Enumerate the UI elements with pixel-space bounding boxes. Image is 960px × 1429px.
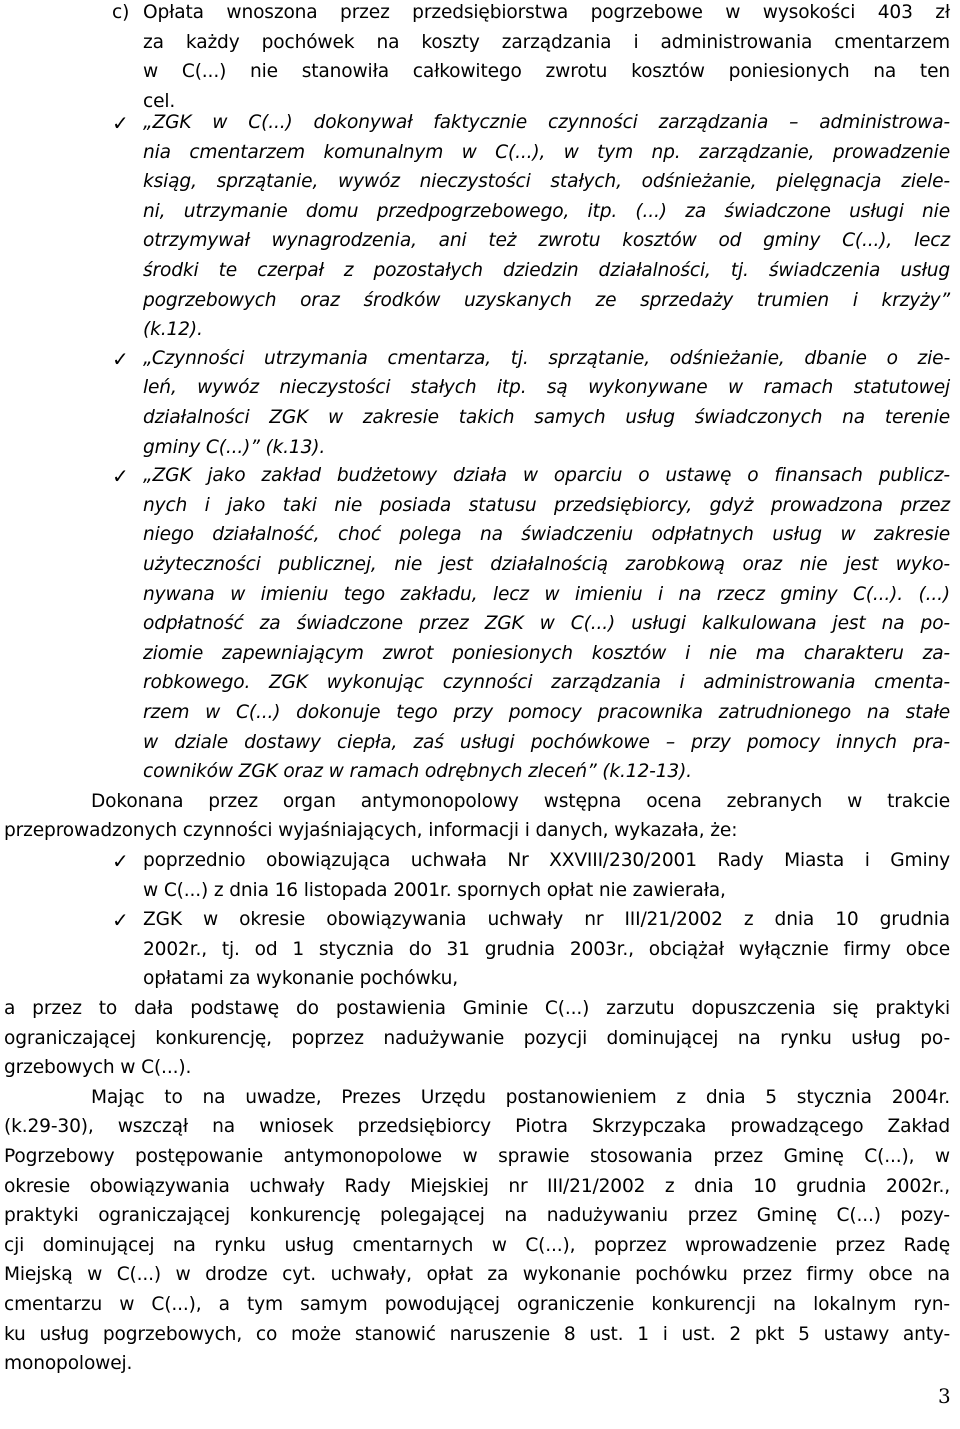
quote-line: nych i jako taki nie posiada statusu przedsiębiorcy, gdyż prowadzona przez (143, 494, 950, 516)
bullet-line: 2002r., tj. od 1 stycznia do 31 grudnia 2003r., obciążał wyłącznie firmy obce (143, 938, 950, 960)
quote-line: działalności ZGK w zakresie takich samych usług świadczonych na terenie (143, 407, 950, 428)
paragraph-line: cmentarzu w C(...), a tym samym powodującej ograniczenie konkurencji na lokalnym ryn- (4, 1294, 950, 1315)
quote-line: odpłatność za świadczone przez ZGK w C(...) usługi kalkulowana jest na po- (143, 613, 950, 635)
item-c-line: cel. (143, 90, 176, 112)
bullet-line: poprzednio obowiązująca uchwała Nr XXVIII/230/2001 Rady Miasta i Gminy (143, 850, 950, 871)
paragraph-line: okresie obowiązywania uchwały Rady Miejskiej nr III/21/2002 z dnia 10 grudnia 2002r., (4, 1175, 950, 1197)
page-number: 3 (938, 1384, 951, 1408)
paragraph-line: Dokonana przez organ antymonopolowy wstępna ocena zebranych w trakcie (91, 790, 950, 812)
checkmark-icon: ✓ (112, 849, 129, 873)
quote-line: „Czynności utrzymania cmentarza, tj. sprzątanie, odśnieżanie, dbanie o zie- (143, 347, 950, 369)
bullet-line: w C(...) z dnia 16 listopada 2001r. spornych opłat nie zawierała, (143, 879, 726, 901)
quote-line: użyteczności publicznej, nie jest działalnością zarobkową oraz nie jest wyko- (143, 554, 950, 575)
paragraph-line: grzebowych w C(...). (4, 1057, 192, 1079)
bullet-line: opłatami za wykonanie pochówku, (143, 968, 458, 990)
quote-line: robkowego. ZGK wykonując czynności zarządzania i administrowania cmenta- (143, 672, 950, 694)
quote-line: ksiąg, sprzątanie, wywóz nieczystości stałych, odśnieżanie, pielęgnacja ziele- (143, 171, 950, 193)
paragraph-line: (k.29-30), wszczął na wniosek przedsiębiorcy Piotra Skrzypczaka prowadzącego Zakład (4, 1116, 950, 1138)
quote-line: gminy C(...)” (k.13). (143, 436, 326, 458)
item-c-line: w C(...) nie stanowiła całkowitego zwrotu kosztów poniesionych na ten (143, 61, 950, 83)
paragraph-line: Pogrzebowy postępowanie antymonopolowe w sprawie stosowania przez Gminę C(...), w (4, 1146, 950, 1167)
quote-line: w dziale dostawy ciepła, zaś usługi pochówkowe – przy pomocy innych pra- (143, 731, 950, 753)
paragraph-line: a przez to dała podstawę do postawienia Gminie C(...) zarzutu dopuszczenia się praktyki (4, 998, 950, 1019)
paragraph-line: ku usług pogrzebowych, co może stanowić naruszenie 8 ust. 1 i ust. 2 pkt 5 ustawy anty- (4, 1323, 950, 1345)
quote-line: nia cmentarzem komunalnym w C(...), w tym np. zarządzanie, prowadzenie (143, 141, 950, 163)
paragraph-line: cji dominującej na rynku usług cmentarnych w C(...), poprzez wprowadzenie przez Radę (4, 1234, 950, 1256)
bullet-line: ZGK w okresie obowiązywania uchwały nr III/21/2002 z dnia 10 grudnia (143, 909, 950, 931)
list-marker: c) (112, 2, 130, 23)
checkmark-icon: ✓ (112, 908, 129, 933)
quote-line: środki te czerpał z pozostałych dziedzin działalności, tj. świadczenia usług (143, 260, 950, 281)
paragraph-line: monopolowej. (4, 1353, 133, 1375)
item-c-line: za każdy pochówek na koszty zarządzania i administrowania cmentarzem (143, 31, 950, 53)
checkmark-icon: ✓ (112, 346, 129, 371)
quote-line: rzem w C(...) dokonuje tego przy pomocy pracownika zatrudnionego na stałe (143, 702, 950, 723)
quote-line: cowników ZGK oraz w ramach odrębnych zleceń” (k.12-13). (143, 761, 692, 783)
quote-line: ni, utrzymanie domu przedpogrzebowego, itp. (...) za świadczone usługi nie (143, 200, 950, 222)
quote-line: „ZGK jako zakład budżetowy działa w oparciu o ustawę o finansach publicz- (143, 465, 950, 487)
paragraph-line: Miejską w C(...) w drodze cyt. uchwały, opłat za wykonanie pochówku przez firmy obce na (4, 1264, 950, 1286)
paragraph-line: przeprowadzonych czynności wyjaśniających, informacji i danych, wykazała, że: (4, 820, 738, 842)
quote-line: (k.12). (143, 319, 203, 341)
checkmark-icon: ✓ (112, 111, 129, 135)
quote-line: „ZGK w C(...) dokonywał faktycznie czynności zarządzania – administrowa- (143, 112, 950, 133)
quote-line: ziomie zapewniającym zwrot poniesionych kosztów i nie ma charakteru za- (143, 642, 950, 664)
paragraph-line: Mając to na uwadze, Prezes Urzędu postanowieniem z dnia 5 stycznia 2004r. (91, 1086, 950, 1108)
quote-line: otrzymywał wynagrodzenia, ani też zwrotu kosztów od gminy C(...), lecz (143, 230, 950, 252)
paragraph-line: ograniczającej konkurencję, poprzez nadużywanie pozycji dominującej na rynku usług po- (4, 1027, 950, 1049)
paragraph-line: praktyki ograniczającej konkurencję polegającej na nadużywaniu przez Gminę C(...) pozy- (4, 1205, 950, 1227)
quote-line: niego działalność, choć polega na świadczeniu odpłatnych usług w zakresie (143, 524, 950, 546)
quote-line: leń, wywóz nieczystości stałych itp. są wykonywane w ramach statutowej (143, 377, 950, 399)
quote-line: nywana w imieniu tego zakładu, lecz w imieniu i na rzecz gminy C(...). (...) (143, 583, 950, 605)
quote-line: pogrzebowych oraz środków uzyskanych ze sprzedaży trumien i krzyży” (143, 289, 950, 311)
item-c-line: Opłata wnoszona przez przedsiębiorstwa pogrzebowe w wysokości 403 zł (143, 2, 950, 23)
checkmark-icon: ✓ (112, 464, 129, 489)
